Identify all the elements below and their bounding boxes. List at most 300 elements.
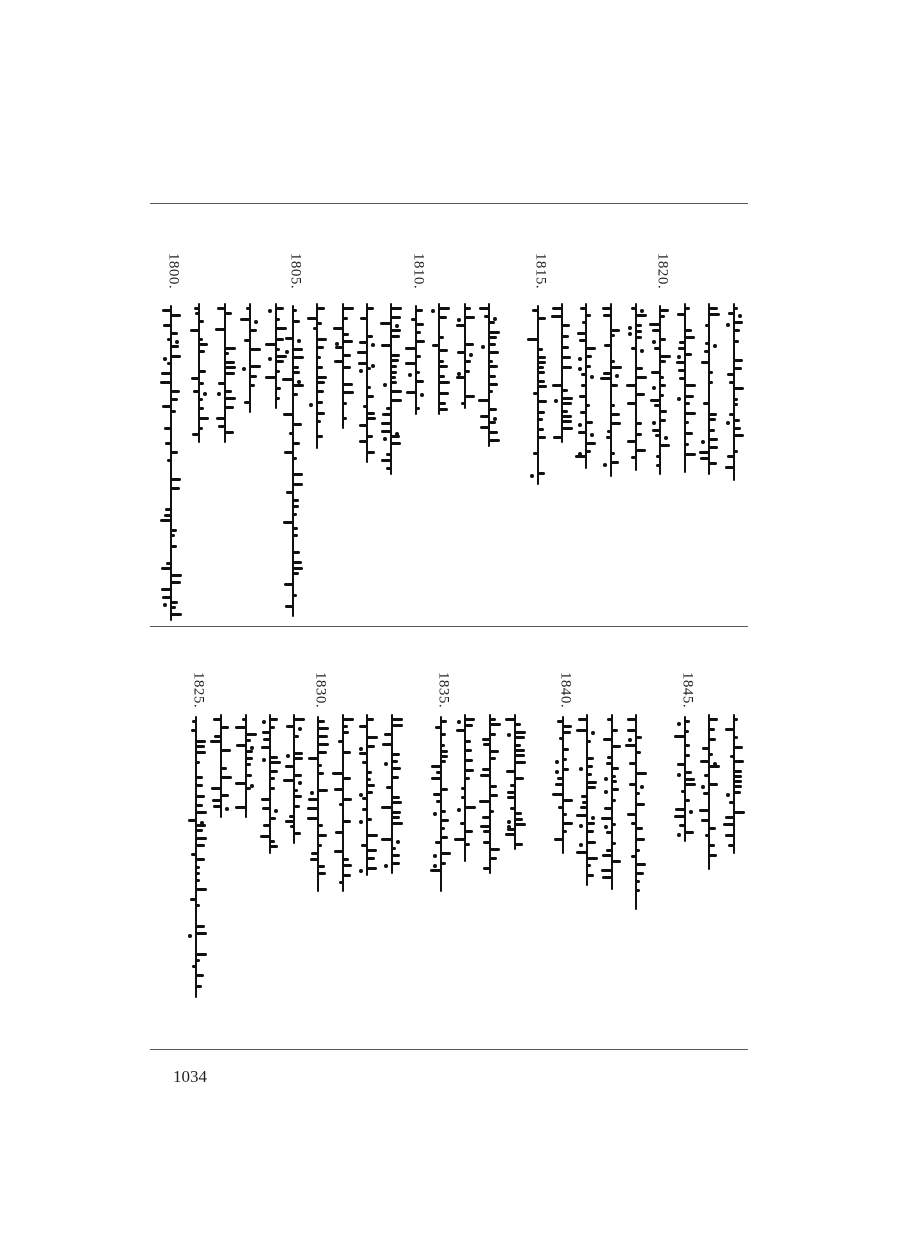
script-stroke [660,419,666,422]
script-stroke [171,398,178,401]
script-dot [298,727,302,731]
script-stroke [734,419,740,422]
script-dot [738,314,742,318]
script-stroke [489,336,497,339]
script-stroke [734,321,743,324]
script-stroke [461,787,465,790]
script-stroke [160,381,171,384]
script-stroke [250,329,257,332]
script-stroke [441,744,445,747]
script-stroke [386,786,392,789]
script-stroke [246,757,253,760]
script-stroke [196,795,205,798]
script-dot [383,383,387,387]
script-dot [225,807,229,811]
script-stem [391,714,393,874]
script-stroke [479,800,490,803]
script-dot [726,793,730,797]
script-dot [578,367,582,371]
script-stroke [515,754,525,757]
script-dot [640,309,644,313]
script-stroke [562,346,569,349]
script-stroke [656,455,660,458]
script-stroke [479,307,489,310]
script-stroke [465,843,470,846]
script-stroke [581,373,586,376]
script-stroke [171,390,180,393]
script-stroke [685,754,690,757]
script-dot [242,367,246,371]
script-stroke [734,746,743,749]
script-stroke [465,806,476,809]
script-stroke [343,383,353,386]
script-stroke [416,323,424,326]
script-stem [269,714,271,854]
script-dot [297,339,301,343]
script-stroke [343,340,353,343]
script-stroke [685,783,696,786]
script-stroke [627,402,636,405]
script-stroke [386,453,391,456]
script-stroke [606,831,612,834]
script-stroke [192,433,199,436]
script-stroke [652,329,660,332]
script-stroke [171,451,178,454]
script-stroke [480,415,489,418]
script-stroke [607,430,611,433]
script-stroke [246,733,257,736]
script-stroke [587,857,598,860]
script-dot [481,345,485,349]
script-stroke [171,487,180,490]
script-stroke [391,399,402,402]
script-stroke [334,360,343,363]
script-stroke [307,817,318,820]
script-stroke [367,718,374,721]
script-stroke [161,588,171,591]
script-stroke [293,483,303,486]
script-stroke [317,356,321,359]
script-stroke [483,841,490,844]
script-dot [652,340,656,344]
script-line [187,716,205,998]
script-stroke [577,332,586,335]
script-stroke [381,430,391,433]
script-stroke [612,842,616,845]
script-stroke [194,307,199,310]
script-stroke [276,360,284,363]
script-dot [163,603,167,607]
script-stroke [675,808,685,811]
script-stroke [636,849,640,852]
script-stroke [627,440,636,443]
script-stroke [343,858,349,861]
script-stroke [439,381,450,384]
script-stroke [636,889,640,892]
script-line [506,714,524,850]
script-dot [530,474,534,478]
script-stroke [391,335,400,338]
script-dot [603,463,607,467]
script-stroke [294,805,300,808]
script-stroke [705,834,709,837]
script-line [602,303,620,477]
script-stroke [359,725,367,728]
script-stroke [250,365,261,368]
script-stroke [196,740,206,743]
script-stroke [276,370,280,373]
script-stroke [465,395,475,398]
script-stroke [557,777,563,780]
script-stroke [439,349,448,352]
script-dot [701,785,705,789]
script-stroke [709,313,720,316]
script-stroke [611,366,622,369]
script-stroke [343,731,349,734]
script-stroke [221,749,231,752]
script-stroke [199,398,203,401]
script-stroke [382,413,391,416]
script-stroke [685,771,692,774]
script-stroke [606,849,612,852]
script-stroke [465,718,475,721]
script-stroke [636,827,643,830]
script-stroke [441,720,447,723]
script-stroke [685,453,696,456]
script-stroke [367,335,373,338]
script-dot [604,777,608,781]
script-stroke [367,818,372,821]
script-stroke [416,407,420,410]
script-stroke [293,534,298,537]
script-dot [677,773,681,777]
script-stroke [318,727,329,730]
script-dot [677,722,681,726]
script-stroke [465,316,475,319]
script-stroke [553,436,562,439]
script-line [676,716,694,842]
script-stroke [677,763,685,766]
script-line [603,714,621,890]
script-stroke [559,737,563,740]
script-stroke [405,362,416,365]
script-stroke [343,718,354,721]
script-stroke [685,720,690,723]
line-marker-1835: 1835. [435,671,452,709]
script-stroke [435,726,441,729]
script-line [554,716,572,854]
script-stroke [676,361,685,364]
script-stroke [660,410,667,413]
script-stroke [235,782,246,785]
script-stroke [700,457,709,460]
script-stroke [430,869,441,872]
script-line [553,303,571,443]
script-stroke [250,375,257,378]
script-stroke [391,354,400,357]
script-stroke [685,778,695,781]
script-stroke [317,366,323,369]
script-stroke [582,321,586,324]
script-stroke [286,725,294,728]
script-stroke [293,572,299,575]
script-stroke [602,307,611,310]
script-stroke [191,853,196,856]
script-stroke [318,751,327,754]
script-stroke [532,309,538,312]
script-stroke [490,723,501,726]
script-dot [359,820,363,824]
script-dot [554,399,558,403]
script-stroke [411,318,416,321]
script-stroke [311,852,318,855]
script-stroke [244,401,250,404]
script-stroke [465,769,474,772]
script-stroke [703,792,709,795]
script-stroke [636,367,643,370]
script-stroke [199,427,203,430]
script-line [577,303,595,469]
script-dot [664,436,668,440]
script-stem [292,305,294,617]
script-stroke [490,750,499,753]
script-stroke [436,771,441,774]
script-stroke [515,818,523,821]
script-stroke [563,758,567,761]
script-stroke [196,824,206,827]
script-stroke [465,307,471,310]
script-stroke [678,347,685,350]
script-stroke [406,391,416,394]
script-stroke [700,760,709,763]
script-stroke [367,417,376,420]
script-stroke [701,819,709,822]
script-stroke [586,355,592,358]
script-stroke [612,729,618,732]
script-stroke [433,793,441,796]
script-stroke [611,360,615,363]
script-stroke [515,843,523,846]
script-stroke [171,606,176,609]
script-stroke [335,346,343,349]
script-stroke [163,324,171,327]
script-stroke [606,762,612,765]
script-stroke [607,756,612,759]
script-line [432,716,450,892]
script-dot [677,833,681,837]
script-stroke [213,805,221,808]
script-stroke [538,411,545,414]
script-stroke [515,749,525,752]
script-stroke [631,855,636,858]
script-stroke [626,384,636,387]
script-stroke [587,841,596,844]
script-dot [431,309,435,313]
script-stroke [489,421,496,424]
script-stroke [538,356,546,359]
script-stroke [285,765,294,768]
script-dot [188,934,192,938]
script-stroke [225,406,234,409]
script-dot [507,820,511,824]
script-stroke [489,390,493,393]
script-stroke [460,822,465,825]
script-stroke [480,825,490,828]
script-stroke [685,432,693,435]
script-stroke [332,772,343,775]
script-stroke [515,723,521,726]
script-stroke [709,765,720,768]
script-stroke [439,307,450,310]
script-stroke [580,411,586,414]
script-dot [175,340,179,344]
script-stroke [562,324,570,327]
script-stroke [335,831,343,834]
script-stroke [285,820,294,823]
script-stroke [552,307,562,310]
script-stroke [725,834,734,837]
script-stroke [728,312,734,315]
script-stroke [465,724,473,727]
script-stroke [655,434,660,437]
script-stroke [293,473,303,476]
script-stroke [677,313,685,316]
script-stroke [701,361,709,364]
script-stroke [392,862,400,865]
script-stroke [293,384,304,387]
script-stroke [282,378,293,381]
script-stroke [685,395,694,398]
script-stroke [196,904,200,907]
script-dot [640,785,644,789]
script-stroke [318,735,328,738]
script-stroke [196,932,207,935]
script-stroke [562,335,569,338]
script-stroke [431,777,441,780]
script-stroke [439,316,447,319]
script-stroke [709,753,713,756]
script-line [309,716,327,892]
script-stroke [225,312,232,315]
script-stroke [489,351,499,354]
script-stem [245,714,247,818]
script-line [456,714,474,862]
script-stroke [192,720,196,723]
script-stroke [702,747,709,750]
script-stroke [317,346,324,349]
script-stroke [196,804,203,807]
script-stroke [392,724,403,727]
script-stroke [343,864,352,867]
script-stroke [515,744,521,747]
script-stroke [293,423,302,426]
script-line [676,303,694,473]
script-stem [198,303,200,443]
script-stroke [293,551,300,554]
script-stroke [709,738,716,741]
script-stroke [441,827,445,830]
script-stroke [538,400,547,403]
line-marker-1845: 1845. [679,671,696,709]
script-stroke [381,344,391,347]
script-stroke [318,824,323,827]
script-stroke [262,807,270,810]
script-stroke [318,844,322,847]
script-stroke [318,743,329,746]
script-stroke [246,750,253,753]
script-stroke [263,738,270,741]
script-stroke [392,767,401,770]
script-dot [408,373,412,377]
script-stroke [307,317,317,320]
script-line [212,714,230,818]
script-stroke [195,312,199,315]
script-stroke [625,744,636,747]
script-stroke [515,777,524,780]
script-stroke [293,527,298,530]
script-stroke [660,309,669,312]
script-stroke [727,455,734,458]
script-stroke [293,505,299,508]
script-stroke [432,344,439,347]
script-stroke [580,307,586,310]
script-stroke [456,324,465,327]
script-stroke [636,336,642,339]
script-stroke [439,392,449,395]
script-stroke [490,794,498,797]
script-line [627,714,645,910]
script-stroke [166,562,171,565]
script-stroke [612,788,619,791]
script-stroke [260,835,270,838]
script-line [358,714,376,876]
script-stroke [431,765,441,768]
script-stroke [293,567,303,570]
script-stroke [293,356,304,359]
script-stroke [294,832,301,835]
script-stroke [246,763,251,766]
script-stroke [601,869,612,872]
script-stroke [191,377,199,380]
script-stroke [612,823,616,826]
script-stroke [563,822,573,825]
script-stroke [167,338,171,341]
script-stroke [636,880,640,883]
script-stroke [308,757,318,760]
script-stroke [660,394,664,397]
line-marker-1800: 1800. [165,252,182,290]
script-stroke [416,371,420,374]
script-dot [457,808,461,812]
script-stem [733,714,735,854]
script-stem [635,303,637,471]
script-stroke [636,376,647,379]
script-stroke [654,404,660,407]
script-stroke [490,718,496,721]
script-stroke [416,331,421,334]
script-stroke [484,315,489,318]
script-stroke [391,359,399,362]
script-stroke [191,729,196,732]
script-stroke [704,774,709,777]
script-stroke [704,350,709,353]
line-marker-1820: 1820. [654,252,671,290]
script-stroke [636,751,641,754]
script-stroke [225,390,232,393]
script-stroke [190,329,199,332]
script-stroke [225,431,234,434]
script-stroke [685,384,696,387]
